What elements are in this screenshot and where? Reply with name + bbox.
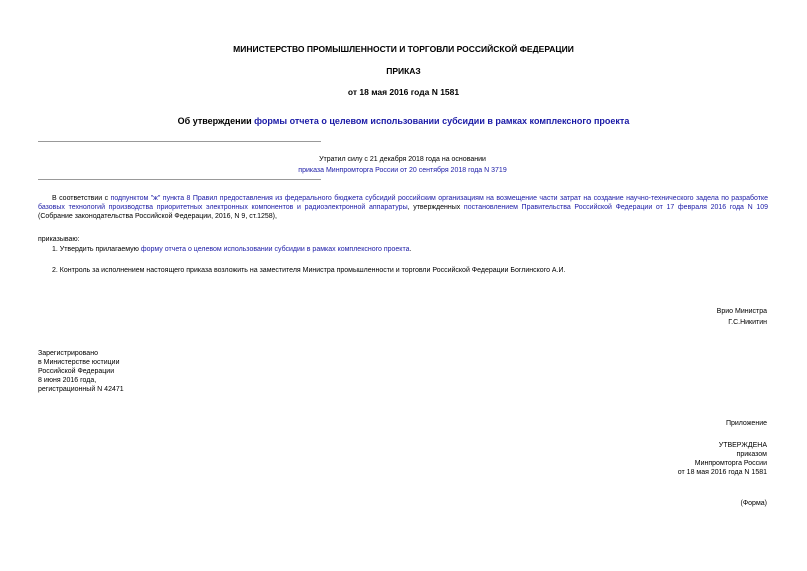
registration-line-2: в Министерстве юстиции	[38, 359, 120, 366]
divider-top	[38, 141, 321, 142]
ministry-heading: МИНИСТЕРСТВО ПРОМЫШЛЕННОСТИ И ТОРГОВЛИ РОССИЙСКОЙ ФЕДЕРАЦИИ	[233, 44, 574, 54]
doc-type: ПРИКАЗ	[386, 66, 421, 76]
appendix-date: от 18 мая 2016 года N 1581	[677, 469, 767, 476]
item1-end: .	[409, 246, 412, 253]
appendix-ministry: Минпромторга России	[694, 460, 767, 467]
preamble-link-rules[interactable]: подпунктом "ж" пункта 8 Правил предоставления из федерального бюджета субсидий российским организациям на возмещение части затрат на создание научно-технического задела по разработке базовых технологий производства приоритетных электронных компонентов и радиоэлектронной аппаратуры	[38, 195, 768, 211]
status-line2	[0, 166, 806, 175]
preamble-link-decree[interactable]: постановлением Правительства Российской Федерации от 17 февраля 2016 года N 109	[463, 204, 768, 211]
doc-date-number: от 18 мая 2016 года N 1581	[347, 87, 460, 97]
registration-block	[38, 349, 124, 394]
order-item-2: 2. Контроль за исполнением настоящего приказа возложить на заместителя Министра промышленности и торговли Российской Федерации Боглинского А.И.	[52, 267, 566, 274]
appendix-approved: УТВЕРЖДЕНА	[718, 442, 767, 449]
item1-form-link[interactable]: форму отчета о целевом использовании субсидии в рамках комплексного проекта	[140, 246, 410, 253]
preamble-text-2: , утвержденных	[407, 204, 464, 211]
appendix-approval-block	[678, 441, 767, 477]
appendix-by-order: приказом	[736, 451, 767, 458]
preamble	[38, 194, 768, 221]
status-line1: Утратил силу с 21 декабря 2018 года на основании	[319, 156, 486, 163]
order-word: приказываю:	[38, 236, 80, 243]
appendix-label: Приложение	[725, 420, 767, 427]
registration-line-1: Зарегистрировано	[38, 350, 98, 357]
preamble-text-3: (Собрание законодательства Российской Федерации, 2016, N 9, ст.1258),	[38, 213, 277, 220]
form-label: (Форма)	[740, 500, 767, 507]
registration-line-3: Российской Федерации	[38, 368, 115, 375]
divider-bottom	[38, 179, 321, 180]
status-repeal-link[interactable]: приказа Минпромторга России от 20 сентября 2018 года N 3719	[298, 167, 507, 174]
title-link[interactable]: формы отчета о целевом использовании субсидии в рамках комплексного проекта	[254, 116, 630, 126]
registration-line-4: 8 июня 2016 года,	[38, 377, 97, 384]
document-title	[0, 117, 807, 126]
signature-name: Г.С.Никитин	[728, 319, 767, 326]
registration-line-5: регистрационный N 42471	[38, 386, 124, 393]
order-item-1	[52, 245, 411, 254]
title-prefix: Об утверждении	[177, 116, 255, 126]
signature-position: Врио Министра	[716, 308, 767, 315]
item1-text: 1. Утвердить прилагаемую	[52, 246, 141, 253]
preamble-text-1: В соответствии с	[52, 195, 111, 202]
